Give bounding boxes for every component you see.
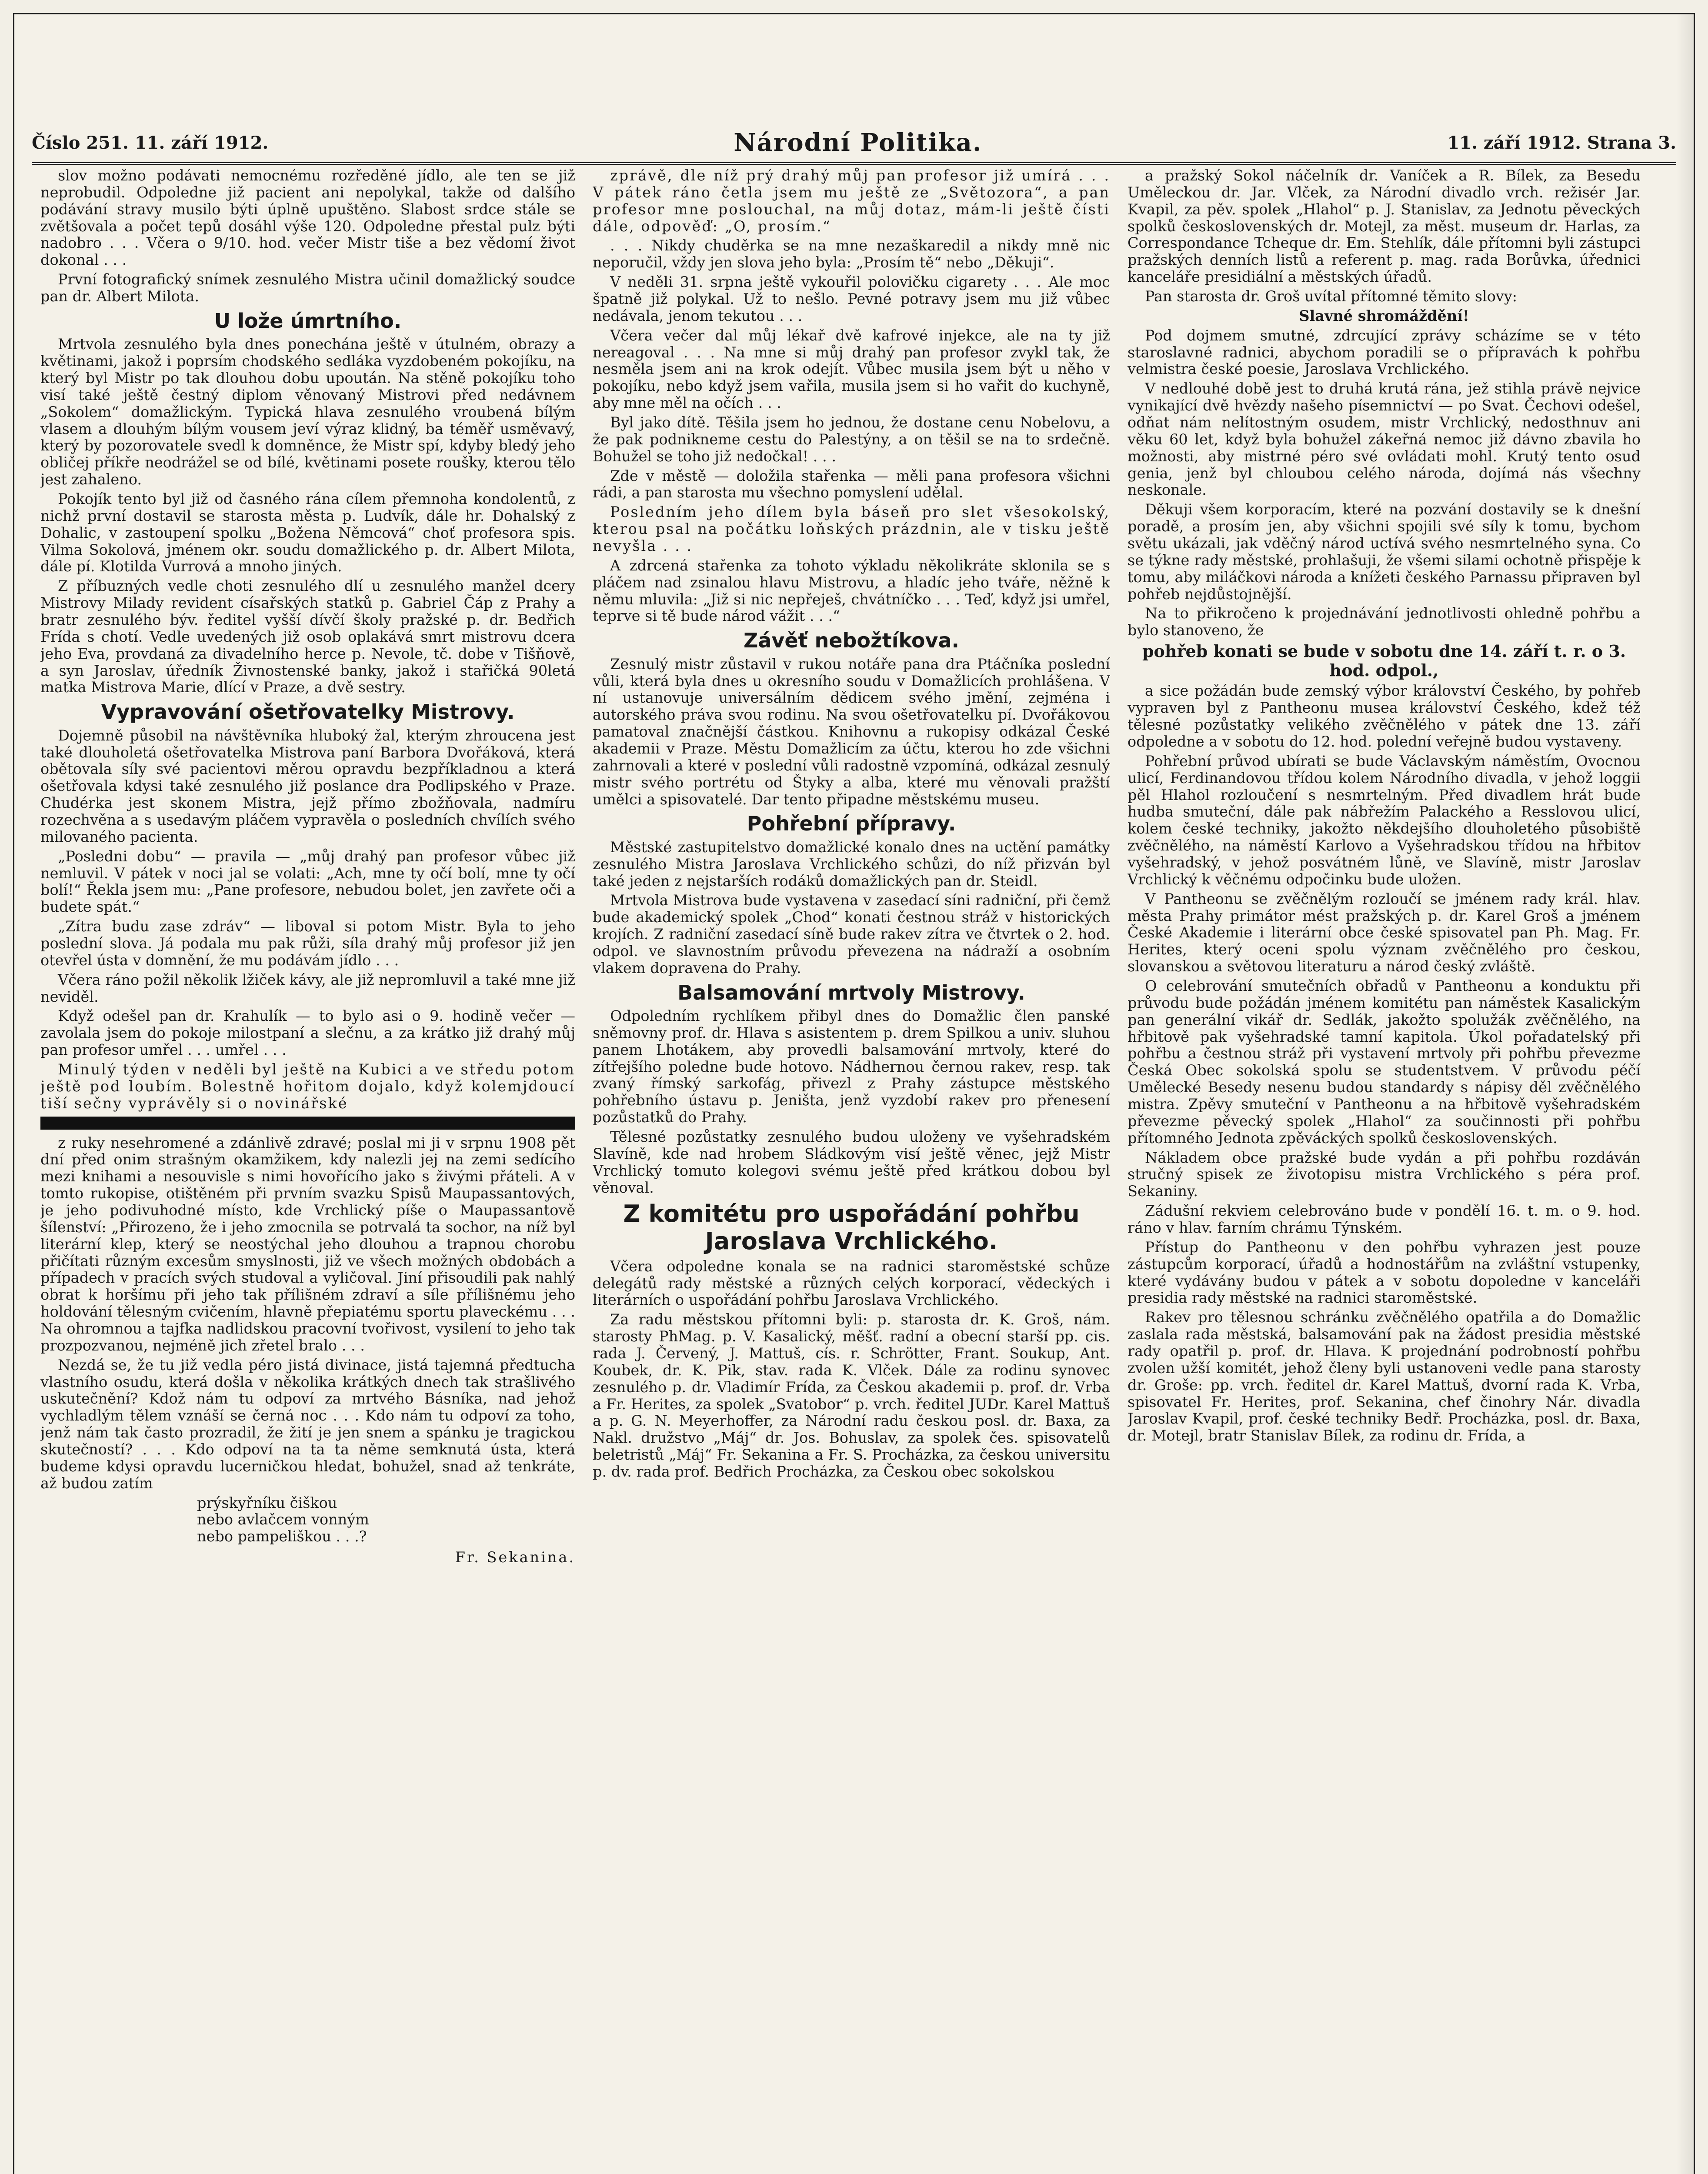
paragraph: A zdrcená stařenka za tohoto výkladu několikráte sklonila se s pláčem nad zsinalou hlavu Mistrovu, a hladíc jeho tváře, něžně k němu mluvila: „Již si nic nepřeješ, chvátníčko . . . Teď, když jsi umřel, teprve si tě bude národ vážit . . .“ xyxy=(593,557,1110,625)
paragraph: Zádušní rekviem celebrováno bude v pondělí 16. t. m. o 9. hod. ráno v hlav. farním chrámu Týnském. xyxy=(1128,1202,1641,1236)
scan-shadow xyxy=(1676,14,1694,2174)
newspaper-title: Národní Politika. xyxy=(734,128,982,157)
paragraph: V Pantheonu se zvěčnělým rozloučí se jménem rady král. hlav. města Prahy primátor mést pražských p. dr. Karel Groš a jménem České Akademie i literární obce české spisovatel pan Ph. Mag. Fr. Herites, který oceni spolu význam zvěčnělého pro českou, slovanskou a světovou literaturu a národ český zvláště. xyxy=(1128,890,1641,975)
paragraph: Odpoledním rychlíkem přibyl dnes do Domažlic člen panské sněmovny prof. dr. Hlava s asistentem p. drem Spilkou a univ. sluhou panem Lhotákem, aby provedli balsamování mrtvoly, které do zítřejšího poledne bude hotovo. Nádhernou černou rakev, resp. tak zvaný římský sarkofág, přivezl z Prahy zástupce městského pohřebního ústavu p. Jeništa, jenž vyzdobí rakev pro přenesení pozůstatků do Prahy. xyxy=(593,1007,1110,1126)
paragraph: Minulý týden v neděli byl ještě na Kubici a ve středu potom ještě pod loubím. Bolestně hořitom dojalo, když kolemjdoucí tiší sečny vyprávěly si o novinářské xyxy=(40,1060,575,1112)
paragraph: slov možno podávati nemocnému rozředěné jídlo, ale ten se již neprobudil. Odpoledne již pacient ani nepolykal, takže od dalšího podávání stravy musilo býti úplně upuštěno. Slabost srdce stále se zvětšovala a počet tepů dosáhl výše 120. Odpoledne přestal pulz býti nadobro . . . Včera o 9/10. hod. večer Mistr tiše a bez vědomí život dokonal . . . xyxy=(40,167,575,269)
poem-quote xyxy=(197,1495,575,1545)
column-2 xyxy=(593,167,1110,2174)
paragraph: Včera večer dal můj lékař dvě kafrové injekce, ale na ty již nereagoval . . . Na mne si můj drahý pan profesor zvykl tak, že nesměla jsem ani na krok odejít. Vůbec musila jsem být u něho v pokojíku, nebo když jsem vařila, musila jsem si ho vařit do kuchyně, aby mne měl na očích . . . xyxy=(593,327,1110,412)
column-1 xyxy=(40,167,575,2174)
author-signature: Fr. Sekanina. xyxy=(455,1549,575,1566)
paragraph: Včera odpoledne konala se na radnici staroměstské schůze delegátů rady městské a různých celých korporací, vědeckých i literárních o uspořádání pohřbu Jaroslava Vrchlického. xyxy=(593,1257,1110,1309)
paragraph: . . . Nikdy chuděrka se na mne nezaškaredil a nikdy mně nic neporučil, vždy jen slova jeho byla: „Prosím tě“ nebo „Děkuji“. xyxy=(593,237,1110,271)
paragraph: O celebrování smutečních obřadů v Pantheonu a konduktu při průvodu bude požádán jménem komitétu pan náměstek Kasalickým pan generální vikář dr. Sedlák, jakožto spolužák zvěčnělého, na hřbitově pak vyšehradské tamní kapitola. Úkol pořadatelský při pohřbu a čestnou stráž při vystavení mrtvoly při pohřbu převezme Česká Obec sokolská spolu se studentstvem. V průvodu péčí Umělecké Besedy nesenu budou standardy s nápisy děl zvěčnělého mistra. Zpěvy smuteční v Pantheonu a na hřbitově vyšehradském převezme pěvecký spolek „Hlahol“ za součinnosti při pohřbu přítomného Jednota zpěváckých spolků československých. xyxy=(1128,977,1641,1147)
paragraph: Zde v městě — doložila stařenka — měli pana profesora všichni rádi, a pan starosta mu všechno pomyslení udělal. xyxy=(593,467,1110,501)
issue-number: Číslo 251. 11. září 1912. xyxy=(32,132,269,153)
paragraph: Nezdá se, že tu již vedla péro jistá divinace, jistá tajemná předtucha vlastního osudu, která došla v několika krátkých dnech tak strašlivého uskutečnění? Kdož nám tu odpoví za mrtvého Básníka, nad jehož vychladlým tělem vznáší se černá noc . . . Kdo nám tu odpoví za toho, jenž nám tak často prozradil, že žití je jen snem a spánku je tragickou skutečností? . . . Kdo odpoví na ta ta něme semknutá ústa, která budeme kdysi opravdu lucerničkou hledat, bohužel, snad až tenkráte, až budou zatím xyxy=(40,1356,575,1492)
paragraph: V nedlouhé době jest to druhá krutá rána, jež stihla právě nejvice vynikající dvě hvězdy našeho písemnictví — po Svat. Čechovi odešel, odňat nám nelítostným osudem, mistr Vrchlický, nedosthnuv ani věku 60 let, když byla bohužel zákeřná nemoc již dávno zbavila ho možnosti, aby mistrné péro své ovládati mohl. Krutý tento osud genia, jenž byl chloubou celého národa, dojímá nás všechny neskonale. xyxy=(1128,380,1641,499)
paragraph: Když odešel pan dr. Krahulík — to bylo asi o 9. hodině večer — zavolala jsem do pokoje milostpaní a slečnu, a za krátko již drahý můj pan profesor umřel . . . umřel . . . xyxy=(40,1007,575,1059)
paragraph: Posledním jeho dílem byla báseň pro slet všesokolský, kterou psal na počátku loňských prázdnin, ale v tisku ještě nevyšla . . . xyxy=(593,503,1110,555)
column-3 xyxy=(1128,167,1641,2174)
paragraph: Byl jako dítě. Těšila jsem ho jednou, že dostane cenu Nobelovu, a že pak podnikneme cestu do Palestýny, a on těšil se na to srdečně. Bohužel se toho již nedočkal! . . . xyxy=(593,414,1110,465)
section-divider xyxy=(40,1117,575,1130)
page-header xyxy=(32,123,1676,165)
paragraph: Včera ráno požil několik lžiček kávy, ale již nepromluvil a také mne již neviděl. xyxy=(40,971,575,1005)
paragraph: První fotografický snímek zesnulého Mistra učinil domažlický soudce pan dr. Albert Milota. xyxy=(40,271,575,305)
poem-line: prýskyřníku čiškou xyxy=(197,1494,337,1511)
paragraph: Mrtvola zesnulého byla dnes ponechána ještě v útulném, obrazy a květinami, jakož i poprsím chodského sedláka vyzdobeném pokojíku, na který byl Mistr po tak dlouhou dobu upoután. Na stěně pokojíku toho visí také ještě čestný diplom věnovaný Mistrovi před nedávnem „Sokolem“ domažlickým. Typická hlava zesnulého vroubená bílým vlasem a dlouhým bílým vousem jeví výraz klidný, ba téměř usměvavý, který by pozorovatele svedl k domněnce, že Mistr spí, kdyby bledý jeho obličej příkře neodrážel se od bílé, květinami posete roušky, kterou tělo jest zahaleno. xyxy=(40,336,575,488)
poem-line: nebo avlačcem vonným xyxy=(197,1511,369,1528)
paragraph: Zesnulý mistr zůstavil v rukou notáře pana dra Ptáčníka poslední vůli, která byla dnes u okresního soudu v Domažlicích prohlášena. V ní ustanovuje universálním dědicem svého jmění, zejména i autorského práva svou rodinu. Na svou ošetřovatelku pí. Dvořákovou pamatoval značnější částkou. Knihovnu a rukopisy odkázal České akademii v Praze. Městu Domažlicím za účtu, kterou ho zde všichni zahrnovali a které v poslední vůli radostně vzpomíná, odkázal zesnulý mistr svého portrétu od Štyky a alba, které mu věnovali pražští umělci a spisovatelé. Dar tento připadne městskému museu. xyxy=(593,655,1110,808)
paragraph: „Posledni dobu“ — pravila — „můj drahý pan profesor vůbec již nemluvil. V pátek v noci jal se volati: „Ach, mne ty očí bolí, mne ty očí bolí!“ Řekla jsem mu: „Pane profesore, nebudou bolet, jen zavřete oči a budete spát.“ xyxy=(40,847,575,916)
article-columns xyxy=(40,167,1676,2174)
paragraph: Nákladem obce pražské bude vydán a při pohřbu rozdáván stručný spisek ze životopisu mistra Vrchlického s péra prof. Sekaniny. xyxy=(1128,1149,1641,1200)
section-heading: Balsamování mrtvoly Mistrovy. xyxy=(677,980,1025,1004)
paragraph: Pod dojmem smutné, zdrcující zprávy scházíme se v této staroslavné radnici, abychom poradili se o přípravách k pohřbu velmistra české poesie, Jaroslava Vrchlického. xyxy=(1128,327,1641,378)
paragraph: Dojemně působil na návštěvníka hluboký žal, kterým zhroucena jest také dlouholetá ošetřovatelka Mistrova paní Barbora Dvořáková, která obětovala síly své pacientovi měrou opravdu bezpříkladnou a která ošetřovala kdysi také zesnulého již poslance dra Podlipského v Praze. Chudérka jest skonem Mistra, jejž přímo zbožňovala, nadmíru rozechvěna a s usedavým pláčem vypravěla o posledních chvílích svého milovaného pacienta. xyxy=(40,727,575,845)
paragraph: „Zítra budu zase zdráv“ — liboval si potom Mistr. Byla to jeho poslední slova. Já podala mu pak růži, síla drahý můj profesor již jen otevřel ústa v domnění, že mu podávám jídlo . . . xyxy=(40,918,575,969)
section-heading: Pohřební přípravy. xyxy=(747,812,956,836)
paragraph: Mrtvola Mistrova bude vystavena v zasedací síni radniční, při čemž bude akademický spolek „Chod“ konati čestnou stráž v historických krojích. Z radniční zasedací síně bude rakev zítra ve čtvrtek o 2. hod. odpol. ve slavnostním průvodu převezena na nádraží a osobním vlakem dopravena do Prahy. xyxy=(593,892,1110,977)
paragraph: Pokojík tento byl již od časného rána cílem přemnoha kondolentů, z nichž první dostavil se starosta města p. Ludvík, dále hr. Dohalský z Dohalic, v zastoupení spolku „Božena Němcová“ choť profesora spis. Vilma Sokolová, jménem okr. soudu domažlického p. dr. Albert Milota, dále pí. Klotilda Vurrová a mnoho jiných. xyxy=(40,490,575,575)
newspaper-page xyxy=(13,13,1695,2174)
paragraph: Z příbuzných vedle choti zesnulého dlí u zesnulého manžel dcery Mistrovy Milady revident císařských statků p. Gabriel Čáp z Prahy a bratr zesnulého býv. ředitel vyšší dívčí školy pražské p. dr. Bedřich Frída s chotí. Vedle uvedených již osob oplakává smrt mistrovu dcera jeho Eva, provdaná za divadelního herce p. Nevole, tč. dobe v Tišňově, a syn Jaroslav, úředník Živnostenské banky, jakož i stařičká 90letá matka Mistrova Marie, dlící v Praze, a dvě sestry. xyxy=(40,577,575,696)
poem-line: nebo pampeliškou . . .? xyxy=(197,1527,367,1545)
paragraph: Za radu městskou přítomni byli: p. starosta dr. K. Groš, nám. starosty PhMag. p. V. Kasalický, měšť. radní a obecní starší pp. cis. rada J. Červený, J. Mattuš, cís. r. Schrötter, Frant. Soukup, Ant. Koubek, dr. K. Pik, stav. rada K. Vlček. Dále za rodinu synovec zesnulého p. dr. Vladimír Frída, za Českou akademii p. prof. dr. Vrba a Fr. Herites, za spolek „Svatobor“ p. vrch. ředitel JUDr. Karel Mattuš a p. G. N. Meyerhoffer, za Národní radu českou posl. dr. Baxa, za Nakl. družstvo „Máj“ dr. Jos. Bohuslav, za spolek čes. spisovatelů beletristů „Máj“ Fr. Sekanina a Fr. S. Procházka, za českou universitu p. dv. rada prof. Bedřich Procházka, za Českou obec sokolskou xyxy=(593,1311,1110,1480)
paragraph: z ruky nesehromené a zdánlivě zdravé; poslal mi ji v srpnu 1908 pět dní před onim strašným okamžikem, kdy nalezli jej na zemi sedícího mezi knihami a nesouvisle s nimi hovořícího jako s živými přáteli. A v tomto rukopise, otištěném při prvním svazku Spisů Maupassantových, je jeho podivuhodné místo, kde Vrchlický píše o Maupassantově šílenství: „Přirozeno, že i jeho zmocnila se potrvalá ta sochor, na níž byl literární klep, který se neostýchal jeho dlouhou a trapnou chorobu přičítati různým excesům smyslnosti, již ve všech možných obdobách a případech v pracích svých studoval a vyličoval. Jiní přisoudili pak nahlý obrat k horšímu při jeho tak přílišném zdraví a síle přílišnému jeho holdování tělesným cvičením, hlavně přepiatému sportu plaveckému . . . Na ohromnou a tajfka nadlidskou pracovní tvořivost, vysilení to jeho tak prozpozvanou, nejméně jich zřetel bralo . . . xyxy=(40,1134,575,1354)
section-heading: Vypravování ošetřovatelky Mistrovy. xyxy=(101,700,515,724)
paragraph: a sice požádán bude zemský výbor království Českého, by pohřeb vypraven byl z Pantheonu musea království Českého, kdež též tělesné pozůstatky velikého zvěčnělého v pátek dne 13. září odpoledne a v sobotu do 12. hod. polední veřejně budou vystaveny. xyxy=(1128,682,1641,750)
paragraph: a pražský Sokol náčelník dr. Vaníček a R. Bílek, za Besedu Uměleckou dr. Jar. Vlček, za Národní divadlo vrch. režisér Jar. Kvapil, za pěv. spolek „Hlahol“ p. J. Stanislav, za Jednotu pěveckých spolků československých dr. Motejl, za měst. museum dr. Harlas, za Correspondance Tcheque dr. Em. Stehlík, dále přítomni byli zástupci pražských denních listů a referent p. mag. rada Borůvka, úřednici kanceláře presidiální a městských úřadů. xyxy=(1128,167,1641,286)
paragraph: pohřeb konati se bude v sobotu dne 14. září t. r. o 3. hod. odpol., xyxy=(1142,641,1626,680)
paragraph: Na to přikročeno k projednávání jednotlivosti ohledně pohřbu a bylo stanoveno, že xyxy=(1128,605,1641,639)
section-heading: U lože úmrtního. xyxy=(214,309,402,333)
paragraph: Pohřební průvod ubírati se bude Václavským náměstím, Ovocnou ulicí, Ferdinandovou třídou kolem Národního divadla, v jehož loggii pěl Hlahol rozloučení s nesmrtelným. Před divadlem hrát bude hudba smuteční, dále pak nábřežím Palackého a Resslovou ulicí, kolem české techniky, jakožto někdejšího dlouholetého působiště zvěčnělého, na náměstí Karlovo a Vyšehradskou třídou na hřbitov vyšehradský, v jehož posvátném lůně, ve Slavíně, mistr Jaroslav Vrchlický k věčnému odpočinku bude uložen. xyxy=(1128,752,1641,888)
date-and-page: 11. září 1912. Strana 3. xyxy=(1447,132,1676,153)
section-heading: Z komitétu pro uspořádání pohřbu Jaroslava Vrchlického. xyxy=(623,1200,1080,1255)
paragraph: Děkuji všem korporacím, které na pozvání dostavily se k dnešní poradě, a prosím jen, aby všichni spojili své síly k tomu, bychom světu ukázali, jak vděčný národ uctívá svého nesmrtelného syna. Co se týkne rady městské, prohlašuji, že všemi silami ochotně přispěje k tomu, aby miláčkovi národa a knížeti českého Parnassu připraven byl pohřeb nejdůstojnější. xyxy=(1128,501,1641,603)
paragraph: Tělesné pozůstatky zesnulého budou uloženy ve vyšehradském Slavíně, kde nad hrobem Sládkovým visí ještě věnec, jejž Mistr Vrchlický tomuto kolegovi svému ještě před krátkou dobou byl věnoval. xyxy=(593,1128,1110,1196)
section-heading: Závěť nebožtíkova. xyxy=(743,629,960,653)
paragraph: zprávě, dle níž prý drahý můj pan profesor již umírá . . . V pátek ráno četla jsem mu ještě ze „Světozora“, a pan profesor mne poslouchal, na můj dotaz, mám-li ještě čísti dále, odpověď: „O, prosím.“ xyxy=(593,167,1110,235)
paragraph: Městské zastupitelstvo domažlické konalo dnes na uctění památky zesnulého Mistra Jaroslava Vrchlického schůzi, do níž přizván byl také jeden z nejstarších rodáků domažlických pan dr. Steidl. xyxy=(593,838,1110,890)
paragraph: Pan starosta dr. Groš uvítal přítomné těmito slovy: xyxy=(1145,288,1518,305)
paragraph: Slavné shromáždění! xyxy=(1299,307,1469,324)
paragraph: V neděli 31. srpna ještě vykouřil polovičku cigarety . . . Ale moc špatně již polykal. Už to nešlo. Pevné potravy jsem mu již vůbec nedávala, jenom tekutou . . . xyxy=(593,273,1110,324)
paragraph: Rakev pro tělesnou schránku zvěčnělého opatřila a do Domažlic zaslala rada městská, balsamování pak na žádost presidia městské rady opatřil p. prof. dr. Hlava. K projednání podrobností pohřbu zvolen užší komitét, jehož členy byli ustanoveni vedle pana starosty dr. Groše: pp. vrch. ředitel dr. Karel Mattuš, dvorní rada K. Vrba, spisovatel Fr. Herites, prof. Sekanina, chef činohry Nár. divadla Jaroslav Kvapil, prof. české techniky Bedř. Procházka, posl. dr. Baxa, dr. Motejl, bratr Stanislav Bílek, za rodinu dr. Frída, a xyxy=(1128,1309,1641,1444)
paragraph: Přístup do Pantheonu v den pohřbu vyhrazen jest pouze zástupcům korporací, úřadů a hodnostářům na zvláštní vstupenky, které vydávány budou v pátek a v sobotu dopoledne v kanceláři presidia rady městské na radnici staroměstské. xyxy=(1128,1238,1641,1307)
